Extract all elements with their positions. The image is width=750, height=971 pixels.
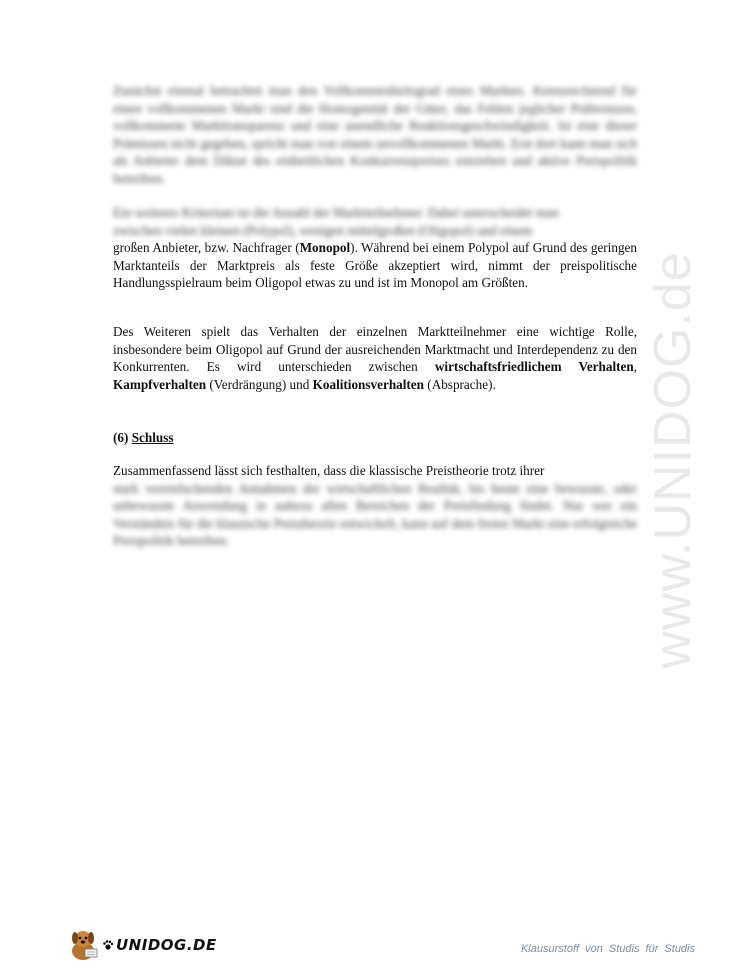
watermark: www.UNIDOG.de bbox=[644, 251, 702, 669]
term-kampfverhalten: Kampfverhalten bbox=[113, 376, 207, 392]
dog-mascot-icon bbox=[66, 927, 100, 963]
paragraph-4-blurred: stark vereinfachenden Annahmen der wirtschaftlichen Realität, bis heute eine bewusste, oder unbewusste Anwendung in nahezu allen Bereichen der Preisfindung findet. Nur wer ein Verständnis für die klassische Preistheorie entwickelt, kann auf dem freien Markt eine erfolgreiche Preispolitik betreiben. bbox=[113, 480, 637, 548]
paragraph-4-visible-line: Zusammenfassend lässt sich festhalten, dass die klassische Preistheorie trotz ihrer bbox=[113, 463, 545, 478]
paragraph-2-visible: großen Anbieter, bzw. Nachfrager (Monopol). Während bei einem Polypol auf Grund des geringen Marktanteils der Marktpreis als feste Größe akzeptiert wird, nimmt der preispolitische Handlungsspielraum beim Oligopol etwas zu und ist im Monopol am Größten. bbox=[113, 240, 637, 290]
paw-icon bbox=[102, 939, 114, 951]
logo-text: UNIDOG.DE bbox=[116, 936, 217, 954]
footer-tagline: Klausurstoff von Studis für Studis bbox=[520, 943, 695, 955]
term-wirtschaftsfriedlich: wirtschaftsfriedlichem Verhalten bbox=[434, 359, 634, 374]
footer-logo[interactable] bbox=[66, 925, 217, 965]
paragraph-1-blurred: Zunächst einmal betrachtet man den Vollkommenheitsgrad eines Marktes. Kennzeichnend für einen vollkommenen Markt sind die Homogenität der Güter, das Fehlen jeglicher Präferenzen, vollkommene Markttransparenz und eine unendliche Reaktionsgeschwindigkeit. Ist eine dieser Prämissen nicht gegeben, spricht man von einem unvollkommenen Markt. Erst dort kann man sich als Anbieter dem Diktat des einheitlichen Konkurrenzpreises entziehen und aktive Preispolitik betreiben. bbox=[113, 83, 637, 186]
term-koalitionsverhalten: Koalitionsverhalten bbox=[312, 376, 424, 392]
paragraph-2 bbox=[113, 204, 637, 292]
paragraph-2-blurred-line-1: Ein weiteres Kriterium ist die Anzahl der Marktteilnehmer. Dabei unterscheidet man bbox=[113, 205, 559, 220]
paragraph-3: Des Weiteren spielt das Verhalten der einzelnen Marktteilnehmer eine wichtige Rolle, insbesondere beim Oligopol auf Grund der ausreichenden Marktmacht und Interdependenz zu den Konkurrenten. Es wird unterschieden zwischen wirtschaftsfriedlichem Verhalten, Kampfverhalten (Verdrängung) und Koalitionsverhalten (Absprache). bbox=[113, 324, 637, 392]
section-heading-schluss: (6) Schluss bbox=[113, 430, 174, 445]
paragraph-2-blurred-line-2: zwischen vielen kleinen (Polypol), wenigen mittelgroßen (Oligopol) und einem bbox=[113, 222, 533, 238]
term-monopol: Monopol bbox=[299, 240, 351, 255]
paragraph-4 bbox=[113, 462, 637, 550]
